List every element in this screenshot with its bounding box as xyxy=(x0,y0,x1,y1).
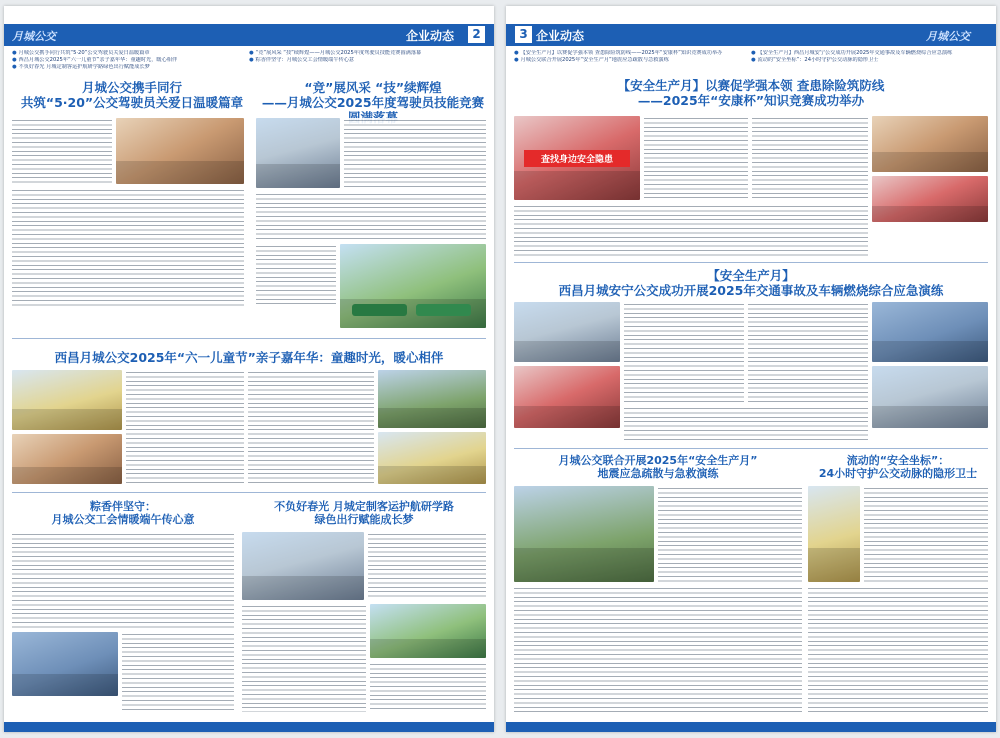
body-text xyxy=(864,486,988,582)
article-title: 流动的“安全坐标”： 24小时守护公交动脉的隐形卫士 xyxy=(818,454,978,481)
page-footer xyxy=(4,722,494,732)
index-item[interactable]: ● 西昌月城公交2025年“六一儿童节”亲子嘉年华：童趣时光，暖心相伴 xyxy=(12,57,240,64)
section-title: 企业动态 xyxy=(406,29,455,43)
headline-index xyxy=(514,50,988,72)
index-item[interactable]: ● 月城公交携手同行共筑“5·20”公交驾驶员关爱日温暖篇章 xyxy=(12,50,240,57)
page-header xyxy=(4,24,494,46)
body-text xyxy=(12,532,234,628)
photo xyxy=(12,434,122,484)
photo xyxy=(378,432,486,484)
photo xyxy=(872,176,988,222)
photo xyxy=(872,302,988,362)
right-page xyxy=(506,6,996,732)
photo-bus xyxy=(340,244,486,328)
body-text xyxy=(368,532,486,600)
photo xyxy=(370,604,486,658)
body-text xyxy=(256,192,486,240)
divider xyxy=(12,492,486,493)
index-item[interactable]: ● 不负好春光 月城定制客运护航研学路绿色出行赋能成长梦 xyxy=(12,64,240,71)
photo xyxy=(514,302,620,362)
section-title: 企业动态 xyxy=(536,29,585,43)
photo xyxy=(12,370,122,430)
article-title: 西昌月城公交2025年“六一儿童节”亲子嘉年华：童趣时光，暖心相伴 xyxy=(54,350,444,365)
left-page xyxy=(4,6,494,732)
body-text xyxy=(808,586,988,712)
headline-index xyxy=(12,50,486,72)
body-text xyxy=(624,406,868,442)
page-number: 2 xyxy=(468,26,485,43)
photo-banner: 查找身边安全隐患 xyxy=(524,150,630,167)
body-text xyxy=(370,662,486,712)
photo xyxy=(12,632,118,696)
body-text xyxy=(752,116,868,200)
article-title: 【安全生产月】 西昌月城安宁公交成功开展2025年交通事故及车辆燃烧综合应急演练 xyxy=(558,268,944,298)
page-number: 3 xyxy=(515,26,532,43)
body-text xyxy=(122,632,234,712)
index-item[interactable]: ● 【安全生产月】西昌月城安宁公交成功开展2025年交通事故及车辆燃烧综合应急演练 xyxy=(751,50,979,57)
article-title: 不负好春光 月城定制客运护航研学路 绿色出行赋能成长梦 xyxy=(274,500,454,527)
article-title: 月城公交携手同行 共筑“5·20”公交驾驶员关爱日温暖篇章 xyxy=(20,80,244,110)
body-text xyxy=(514,204,868,256)
logo: 月城公交 xyxy=(12,30,56,43)
page-header xyxy=(506,24,996,46)
index-item[interactable]: ● “竞”展风采 “技”续辉煌——月城公交2025年度驾驶员技能竞赛圆满落幕 xyxy=(249,50,477,57)
article-title: 粽香伴坚守： 月城公交工会情暖端午传心意 xyxy=(51,500,195,527)
divider xyxy=(514,262,988,263)
index-item[interactable]: ● 流动的“安全坐标”：24小时守护公交动脉的隐形卫士 xyxy=(751,57,979,64)
body-text xyxy=(514,586,802,712)
index-item[interactable]: ● 粽香伴坚守：月城公交工会情暖端午传心意 xyxy=(249,57,477,64)
photo xyxy=(514,366,620,428)
page-footer xyxy=(506,722,996,732)
article-title: “竞”展风采 “技”续辉煌 ——月城公交2025年度驾驶员技能竞赛 xyxy=(261,80,485,110)
divider xyxy=(514,448,988,449)
divider xyxy=(12,338,486,339)
body-text xyxy=(12,118,112,184)
photo xyxy=(378,370,486,428)
body-text xyxy=(248,370,374,484)
body-text xyxy=(242,604,366,712)
photo xyxy=(242,532,364,600)
photo xyxy=(116,118,244,184)
photo xyxy=(256,118,340,188)
body-text xyxy=(12,188,244,306)
photo xyxy=(872,366,988,428)
index-item[interactable]: ● 月城公交联合开展2025年“安全生产月”地震应急疏散与急救演练 xyxy=(514,57,742,64)
article-title: 月城公交联合开展2025年“安全生产月” 地震应急疏散与急救演练 xyxy=(558,454,758,481)
body-text xyxy=(344,118,486,188)
index-item[interactable]: ● 【安全生产月】以赛促学强本领 查患除险筑防线——2025年“安康杯”知识竞赛成功举办 xyxy=(514,50,742,57)
article-title: 【安全生产月】以赛促学强本领 查患除险筑防线 ——2025年“安康杯”知识竞赛成功举办 xyxy=(617,78,885,108)
body-text xyxy=(644,116,748,200)
bus-shape xyxy=(352,304,407,316)
body-text xyxy=(748,302,868,402)
logo: 月城公交 xyxy=(926,30,970,43)
body-text xyxy=(256,244,336,306)
photo xyxy=(872,116,988,172)
body-text xyxy=(658,486,802,582)
body-text xyxy=(126,370,244,484)
photo xyxy=(514,116,640,200)
bus-shape xyxy=(416,304,471,316)
photo xyxy=(514,486,654,582)
photo xyxy=(808,486,860,582)
body-text xyxy=(624,302,744,402)
